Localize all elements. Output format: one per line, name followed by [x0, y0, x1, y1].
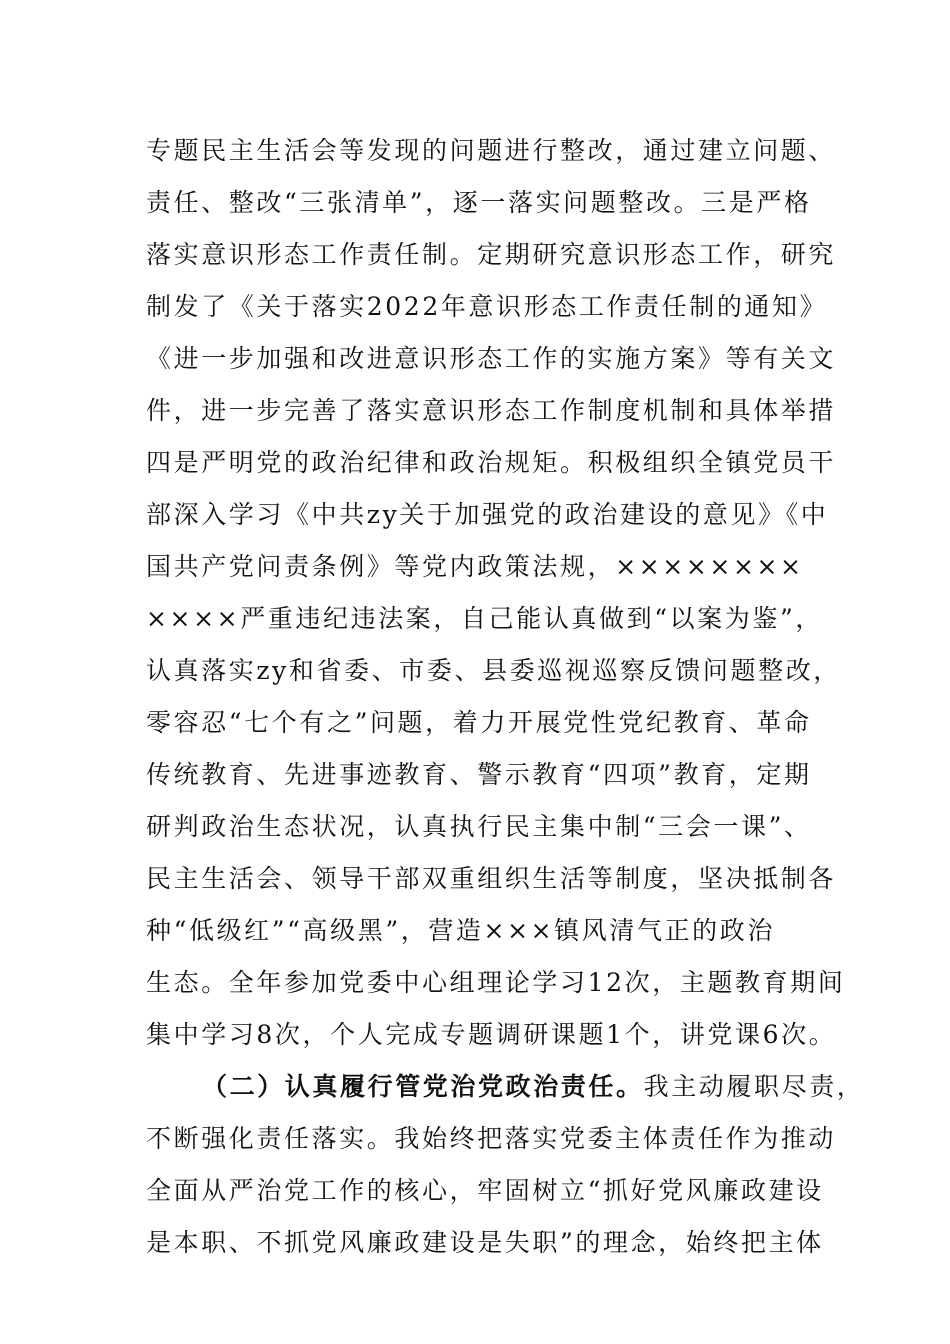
text-line: 全面从严治党工作的核心，牢固树立“抓好党风廉政建设 [146, 1176, 824, 1205]
body-text [146, 125, 865, 1269]
text-line: 研判政治生态状况，认真执行民主集中制“三会一课”、 [146, 812, 812, 841]
text-line: 不断强化责任落实。我始终把落实党委主体责任作为推动 [146, 1124, 837, 1153]
text-line: 传统教育、先进事迹教育、警示教育“四项”教育，定期 [146, 760, 812, 789]
section-2-heading: （二）认真履行管党治党政治责任。 [202, 1072, 644, 1101]
text-line: 《进一步加强和改进意识形态工作的实施方案》等有关文 [146, 344, 837, 373]
text-line: 责任、整改“三张清单”，逐一落实问题整改。三是严格 [146, 188, 812, 217]
text-line: ××××严重违纪违法案，自己能认真做到“以案为鉴”， [146, 604, 823, 633]
text-line: 零容忍“七个有之”问题，着力开展党性党纪教育、革命 [146, 708, 812, 737]
section-2-first-line [146, 1061, 865, 1113]
text-line: 认真落实zy和省委、市委、县委巡视巡察反馈问题整改， [146, 656, 841, 685]
section-2-first-line-text: 我主动履职尽责， [643, 1072, 865, 1101]
text-line: 制发了《关于落实2022年意识形态工作责任制的通知》 [146, 292, 828, 321]
text-line: 集中学习8次，个人完成专题调研课题1个，讲党课6次。 [146, 1020, 837, 1049]
text-line: 种“低级红”“高级黑”，营造×××镇风清气正的政治 [146, 916, 775, 945]
text-line: 落实意识形态工作责任制。定期研究意识形态工作，研究 [146, 240, 837, 269]
text-line: 生态。全年参加党委中心组理论学习12次，主题教育期间 [146, 968, 846, 997]
text-line: 件，进一步完善了落实意识形态工作制度机制和具体举措 [146, 396, 837, 425]
text-line: 四是严明党的政治纪律和政治规矩。积极组织全镇党员干 [146, 448, 837, 477]
text-line: 专题民主生活会等发现的问题进行整改，通过建立问题、 [146, 136, 837, 165]
text-line: 民主生活会、领导干部双重组织生活等制度，坚决抵制各 [146, 864, 837, 893]
text-line: 国共产党问责条例》等党内政策法规，×××××××× [146, 552, 804, 581]
text-line: 部深入学习《中共zy关于加强党的政治建设的意见》《中 [146, 500, 829, 529]
text-line: 是本职、不抓党风廉政建设是失职”的理念，始终把主体 [146, 1228, 824, 1257]
